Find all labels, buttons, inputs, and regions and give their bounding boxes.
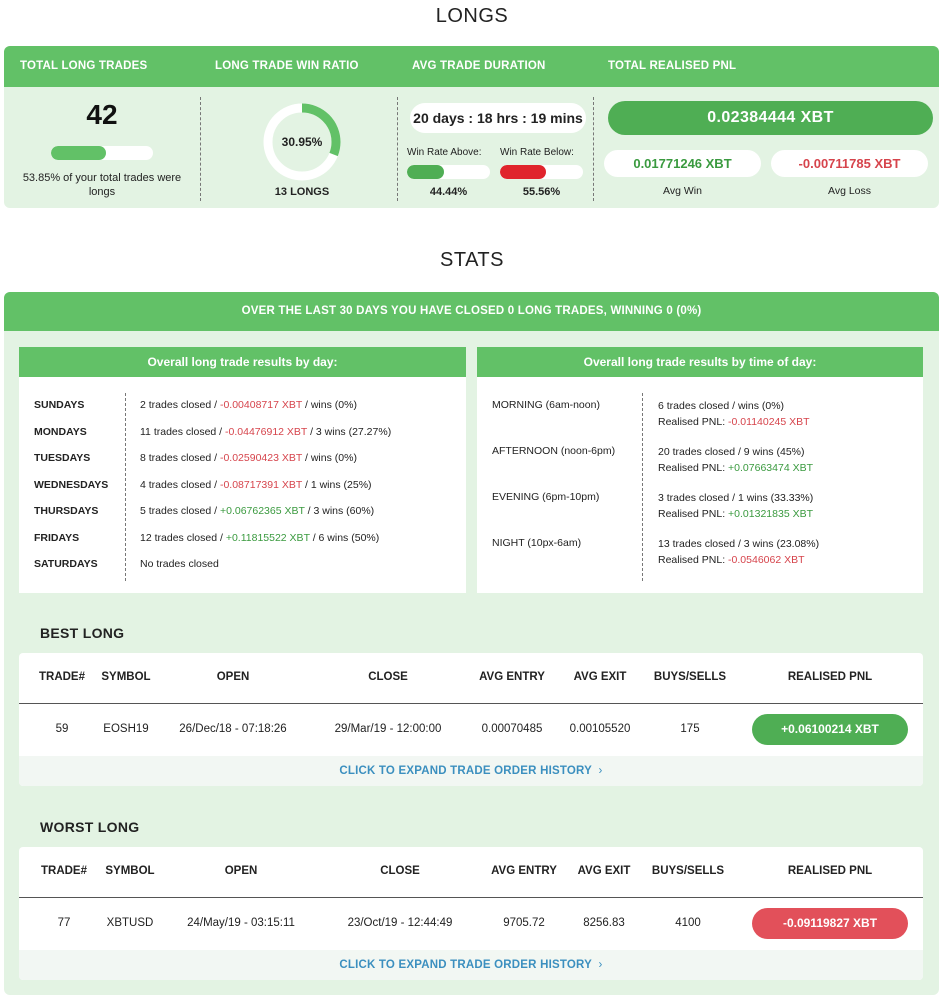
chevron-right-icon: › — [595, 959, 603, 971]
total-long-trades-value: 42 — [86, 99, 118, 130]
table-cell-symbol: EOSH19 — [103, 723, 149, 735]
header-divider — [19, 897, 923, 898]
column-header: CLOSE — [368, 671, 408, 683]
day-result — [140, 505, 374, 517]
day-result-pnl: -0.08717391 XBT — [219, 478, 303, 491]
win-ratio-value: 30.95% — [281, 135, 323, 149]
day-result — [140, 426, 391, 438]
worst-long-table — [19, 847, 923, 980]
day-result-suffix: / 3 wins (27.27%) — [307, 425, 392, 438]
day-result — [140, 479, 372, 491]
best-long-title: BEST LONG — [40, 625, 125, 641]
divider — [397, 97, 398, 201]
table-cell-avg-entry: 9705.72 — [503, 917, 545, 929]
day-result-pnl: -0.00408717 XBT — [219, 399, 303, 411]
worst-long-title: WORST LONG — [40, 819, 140, 835]
day-result-suffix: / wins (0%) — [302, 399, 357, 411]
day-result — [140, 452, 357, 464]
column-header: BUYS/SELLS — [651, 865, 725, 877]
day-label: MONDAYS — [34, 425, 87, 438]
pnl-label: Realised PNL: — [658, 416, 729, 428]
results-by-day-title: Overall long trade results by day: — [19, 347, 466, 377]
day-result-prefix: 2 trades closed / — [140, 399, 220, 411]
win-rate-above-value: 44.44% — [429, 186, 468, 198]
worst-expand-history-link[interactable] — [19, 950, 923, 980]
table-cell-avg-exit: 8256.83 — [583, 917, 625, 929]
column-header: REALISED PNL — [787, 671, 873, 683]
divider — [593, 97, 594, 201]
day-label: THURSDAYS — [34, 505, 99, 517]
time-of-day-pnl — [658, 416, 810, 428]
column-header: SYMBOL — [105, 865, 155, 877]
long-share-text: 53.85% of your total trades were longs — [22, 172, 182, 198]
time-of-day-trades: 3 trades closed / 1 wins (33.33%) — [658, 492, 814, 504]
avg-win-label: Avg Win — [663, 185, 702, 197]
stats-section-title: STATS — [440, 249, 504, 271]
win-rate-above-bar — [407, 165, 490, 179]
table-cell-trade: 77 — [57, 917, 71, 929]
table-cell-buys-sells: 175 — [680, 723, 700, 735]
day-result — [140, 532, 379, 544]
win-rate-above-label: Win Rate Above: — [407, 147, 482, 158]
time-of-day-label: EVENING (6pm-10pm) — [492, 491, 600, 503]
avg-loss-label: Avg Loss — [828, 185, 871, 197]
column-header: TRADE# — [40, 865, 87, 877]
day-result — [140, 399, 357, 411]
column-header: SYMBOL — [101, 671, 151, 683]
avg-duration-value: 20 days : 18 hrs : 19 mins — [410, 103, 586, 133]
win-ratio-header: LONG TRADE WIN RATIO — [215, 60, 359, 72]
table-cell-avg-exit: 0.00105520 — [569, 723, 631, 735]
table-cell-open: 24/May/19 - 03:15:11 — [187, 917, 295, 929]
longs-summary-body — [4, 87, 939, 208]
day-result-pnl: +0.06762365 XBT — [219, 505, 305, 517]
time-of-day-pnl — [658, 508, 813, 520]
column-header: AVG ENTRY — [479, 671, 545, 683]
day-result-prefix: 12 trades closed / — [140, 531, 226, 544]
results-by-time-card — [477, 347, 923, 593]
day-label: WEDNESDAYS — [34, 478, 109, 491]
table-cell-avg-entry: 0.00070485 — [481, 723, 543, 735]
day-result-suffix: / wins (0%) — [302, 452, 357, 464]
best-expand-history-link[interactable] — [19, 756, 923, 786]
table-cell-symbol: XBTUSD — [106, 917, 154, 929]
win-rate-above-fill — [407, 165, 444, 179]
last-30-days-banner: OVER THE LAST 30 DAYS YOU HAVE CLOSED 0 LONG TRADES, WINNING 0 (0%) — [4, 292, 939, 331]
day-result-pnl: +0.11815522 XBT — [225, 531, 310, 544]
column-header: AVG EXIT — [577, 865, 631, 877]
day-result-prefix: 5 trades closed / — [140, 505, 220, 517]
column-header: AVG ENTRY — [491, 865, 557, 877]
worst-long-pnl-badge: -0.09119827 XBT — [752, 908, 908, 939]
long-share-bar — [51, 146, 153, 160]
avg-duration-header: AVG TRADE DURATION — [412, 60, 546, 72]
pnl-value: -0.0546062 XBT — [728, 554, 805, 566]
longs-summary-panel — [4, 46, 939, 208]
time-of-day-trades: 20 trades closed / 9 wins (45%) — [658, 446, 805, 458]
column-header: OPEN — [216, 671, 250, 683]
table-cell-close: 23/Oct/19 - 12:44:49 — [347, 917, 453, 929]
pnl-value: +0.01321835 XBT — [728, 508, 813, 520]
day-result-prefix: 4 trades closed / — [140, 478, 220, 491]
results-by-day-card — [19, 347, 466, 593]
divider — [125, 393, 126, 581]
column-header: OPEN — [224, 865, 258, 877]
longs-summary-header — [4, 46, 939, 87]
pnl-value: -0.01140245 XBT — [728, 416, 810, 428]
day-result-pnl: -0.04476912 XBT — [225, 425, 308, 438]
day-result-prefix: 8 trades closed / — [140, 452, 220, 464]
day-label: FRIDAYS — [34, 531, 80, 544]
day-label: TUESDAYS — [34, 452, 91, 464]
avg-loss-value: -0.00711785 XBT — [771, 150, 928, 177]
time-of-day-trades: 6 trades closed / wins (0%) — [658, 400, 785, 412]
day-result-prefix: No trades closed — [140, 558, 219, 570]
chevron-right-icon: › — [595, 765, 603, 777]
column-header: BUYS/SELLS — [653, 671, 727, 683]
column-header: TRADE# — [38, 671, 85, 683]
time-of-day-label: NIGHT (10px-6am) — [492, 537, 582, 549]
best-long-table — [19, 653, 923, 786]
time-of-day-label: MORNING (6am-noon) — [492, 399, 600, 411]
table-cell-open: 26/Dec/18 - 07:18:26 — [179, 723, 287, 735]
day-result-pnl: -0.02590423 XBT — [219, 452, 303, 464]
pnl-label: Realised PNL: — [658, 508, 729, 520]
day-result-suffix: / 6 wins (50%) — [309, 531, 380, 544]
table-cell-trade: 59 — [55, 723, 69, 735]
day-result-suffix: / 3 wins (60%) — [304, 505, 375, 517]
header-divider — [19, 703, 923, 704]
column-header: AVG EXIT — [573, 671, 627, 683]
day-label: SATURDAYS — [34, 558, 98, 570]
time-of-day-pnl — [658, 462, 813, 474]
long-share-bar-fill — [51, 146, 106, 160]
total-pnl-header: TOTAL REALISED PNL — [608, 60, 737, 72]
pnl-label: Realised PNL: — [658, 462, 729, 474]
time-of-day-pnl — [658, 554, 805, 566]
time-of-day-trades: 13 trades closed / 3 wins (23.08%) — [658, 538, 820, 550]
total-pnl-value: 0.02384444 XBT — [608, 101, 933, 135]
day-result-prefix: 11 trades closed / — [140, 425, 226, 438]
avg-win-value: 0.01771246 XBT — [604, 150, 761, 177]
day-label: SUNDAYS — [34, 399, 85, 411]
column-header: CLOSE — [380, 865, 420, 877]
day-result — [140, 558, 219, 570]
longs-section-title: LONGS — [435, 5, 509, 27]
win-rate-below-value: 55.56% — [522, 186, 561, 198]
divider — [200, 97, 201, 201]
stats-panel — [4, 292, 939, 995]
longs-count: 13 LONGS — [274, 186, 330, 198]
win-ratio-donut — [262, 102, 342, 182]
table-cell-buys-sells: 4100 — [675, 917, 701, 929]
table-cell-close: 29/Mar/19 - 12:00:00 — [334, 723, 442, 735]
results-by-time-title: Overall long trade results by time of day: — [477, 347, 923, 377]
win-rate-below-fill — [500, 165, 546, 179]
pnl-value: +0.07663474 XBT — [728, 462, 813, 474]
pnl-label: Realised PNL: — [658, 554, 729, 566]
win-rate-below-label: Win Rate Below: — [500, 147, 574, 158]
column-header: REALISED PNL — [787, 865, 873, 877]
day-result-suffix: / 1 wins (25%) — [302, 478, 372, 491]
expand-history-label: CLICK TO EXPAND TRADE ORDER HISTORY — [339, 765, 592, 777]
total-long-trades-header: TOTAL LONG TRADES — [20, 60, 148, 72]
expand-history-label: CLICK TO EXPAND TRADE ORDER HISTORY — [339, 959, 592, 971]
time-of-day-label: AFTERNOON (noon-6pm) — [492, 445, 616, 457]
best-long-pnl-badge: +0.06100214 XBT — [752, 714, 908, 745]
win-rate-below-bar — [500, 165, 583, 179]
divider — [642, 393, 643, 581]
